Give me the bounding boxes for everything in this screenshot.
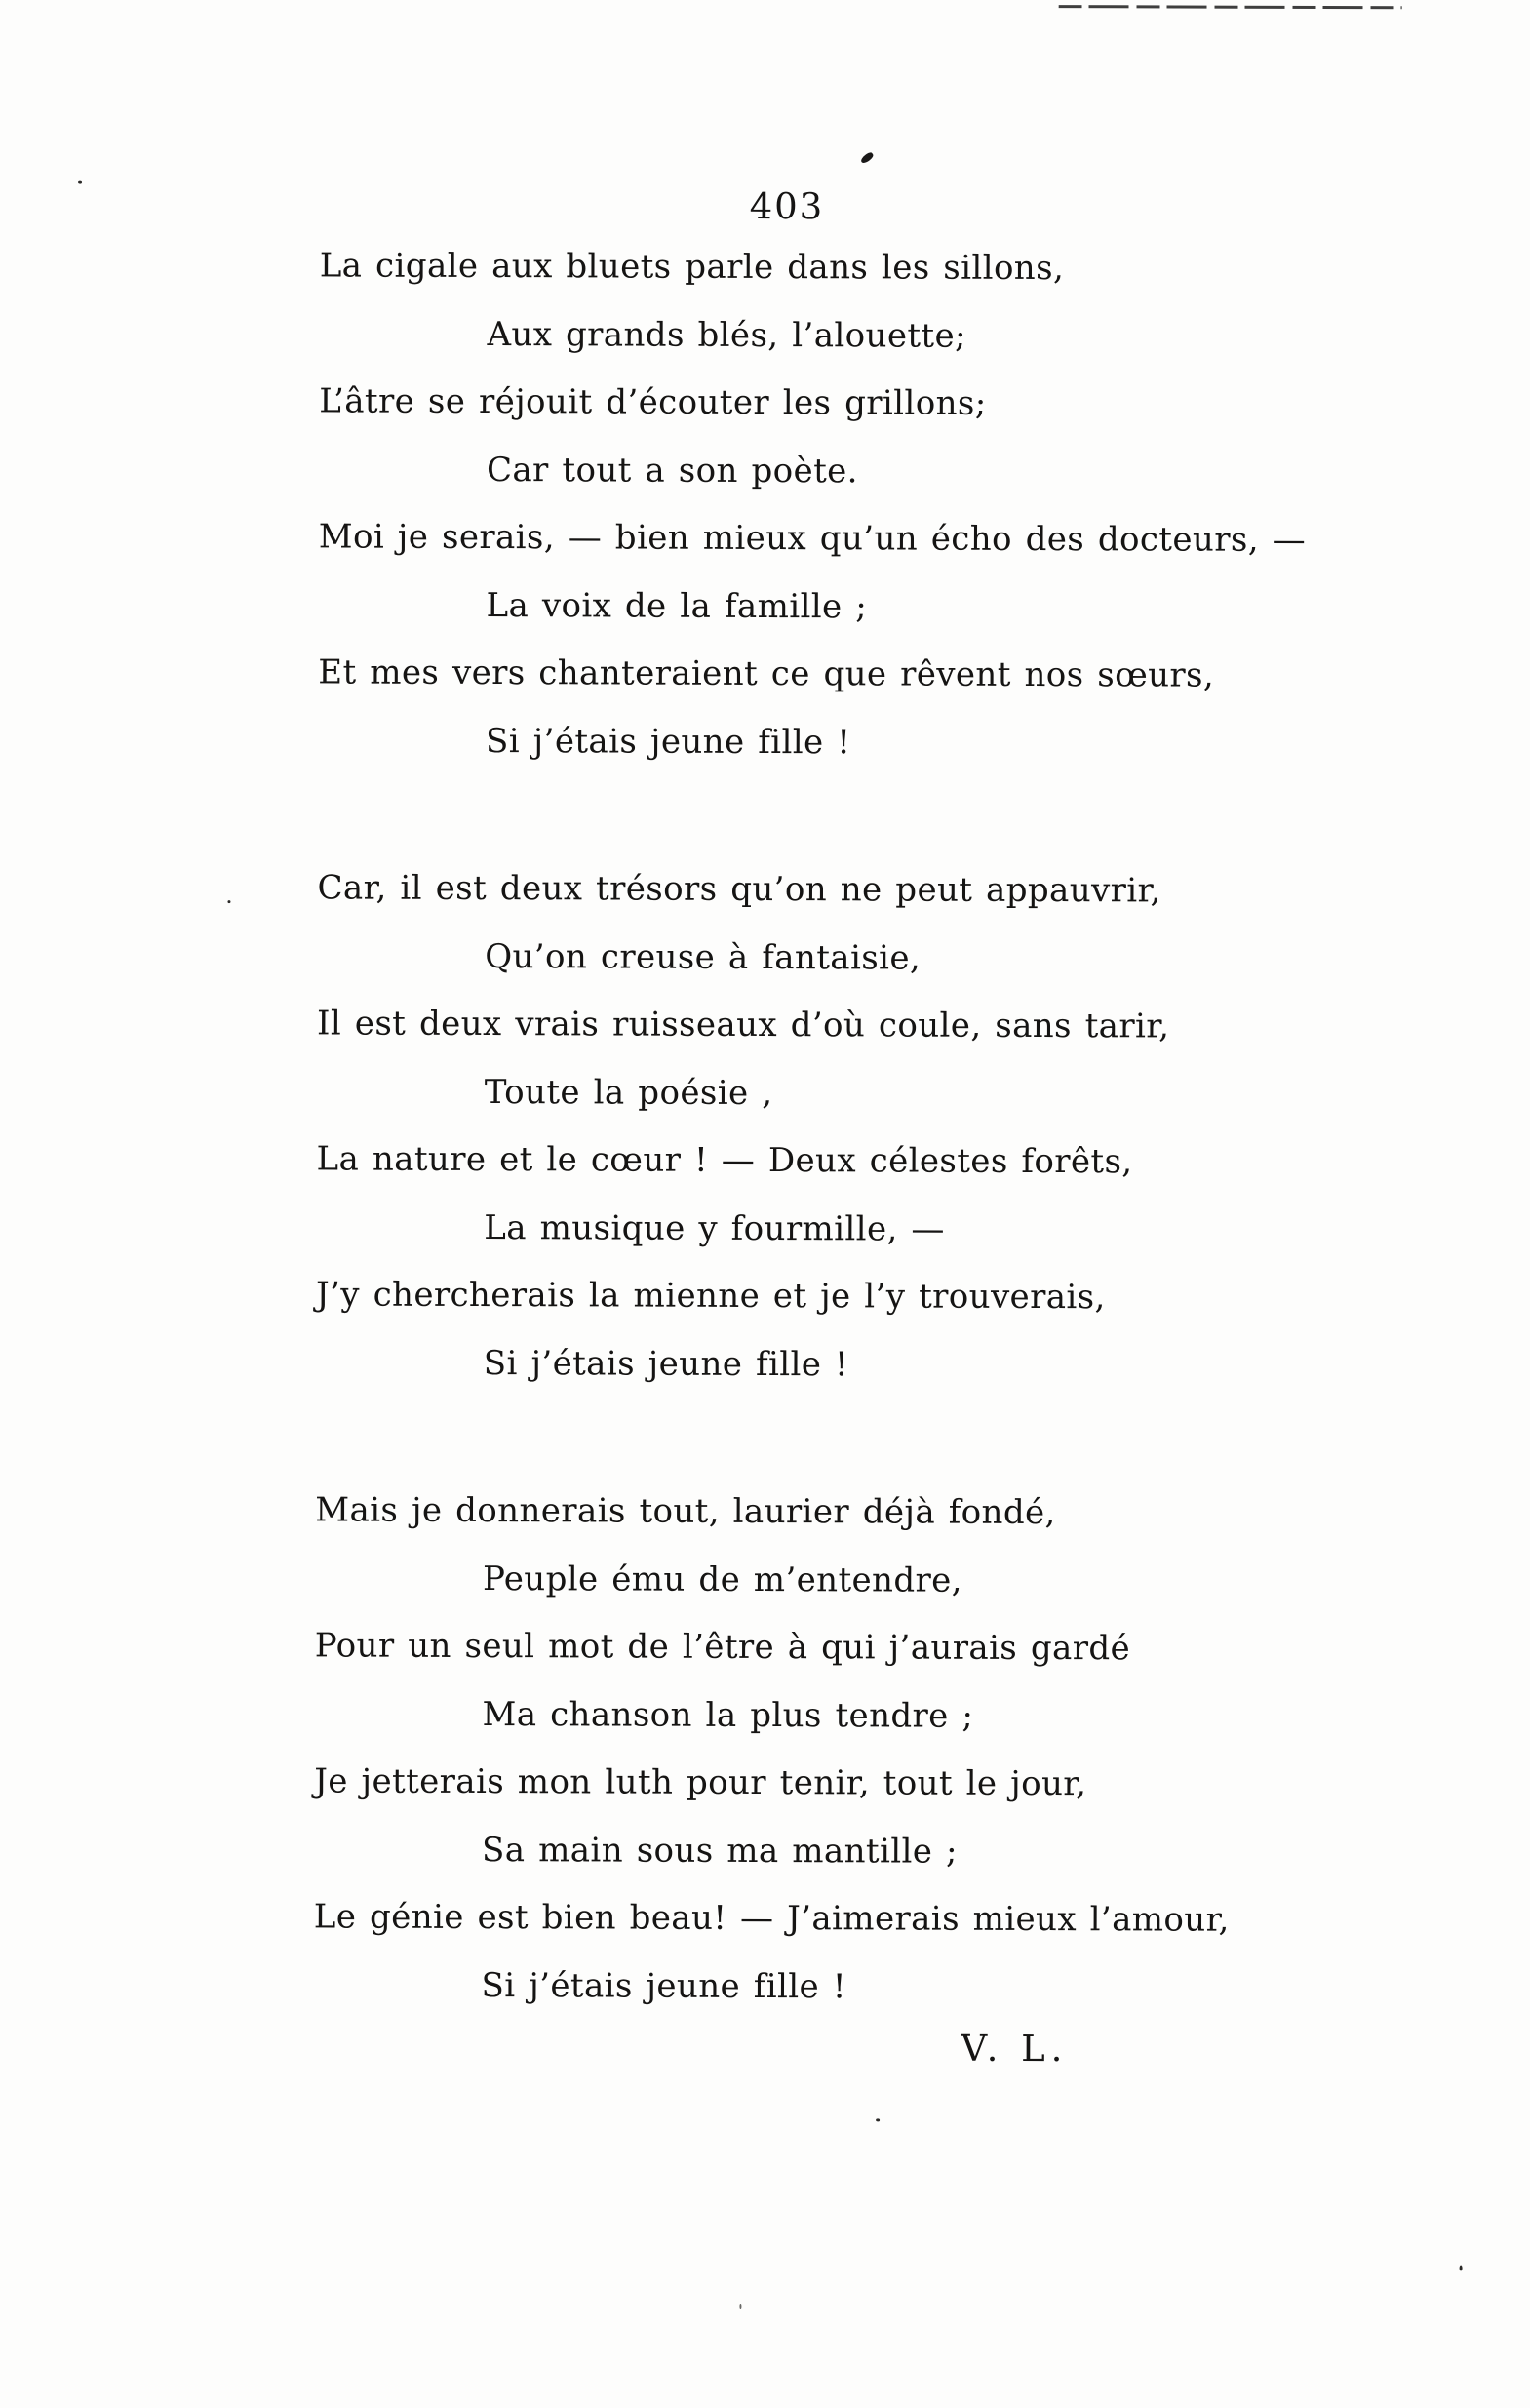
stanza xyxy=(0,231,1530,778)
poem-line: J’y chercherais la mienne et je l’y trouverais, xyxy=(315,1275,1106,1318)
poem-line: Peuple ému de m’entendre, xyxy=(482,1559,963,1600)
poem-line: Moi je serais, — bien mieux qu’un écho des docteurs, — xyxy=(318,517,1307,560)
poem-line: Il est deux vrais ruisseaux d’où coule, sans tarir, xyxy=(316,1004,1170,1046)
scan-artifact-speck xyxy=(876,2118,880,2121)
poem-line: Le génie est bien beau! — J’aimerais mieux l’amour, xyxy=(313,1897,1230,1940)
poem-line: La musique y fourmille, — xyxy=(484,1207,945,1249)
poem-line: Ma chanson la plus tendre ; xyxy=(482,1694,974,1736)
scan-artifact-speck xyxy=(78,181,82,184)
poem-line: Si j’étais jeune fille ! xyxy=(483,1343,849,1384)
author-initials: V. L. xyxy=(961,2027,1069,2071)
scan-artifact-speck xyxy=(739,2304,741,2309)
poem-line: Pour un seul mot de l’être à qui j’aurais gardé xyxy=(314,1626,1131,1669)
poem xyxy=(0,231,1530,2023)
scan-artifact-speck xyxy=(227,900,230,903)
scan-artifact-dashed-rule xyxy=(1059,5,1402,9)
poem-line: Toute la poésie , xyxy=(484,1072,773,1113)
poem-line: Je jetterais mon luth pour tenir, tout le jour, xyxy=(314,1761,1087,1804)
scan-artifact-ink-mark xyxy=(859,151,874,165)
poem-line: Sa main sous ma mantille ; xyxy=(482,1830,958,1872)
scan-artifact-speck xyxy=(1460,2266,1463,2271)
poem-line: Aux grands blés, l’alouette; xyxy=(487,314,966,356)
stanza xyxy=(0,853,1528,1401)
page-number: 403 xyxy=(749,184,825,228)
poem-line: La nature et le cœur ! — Deux célestes forêts, xyxy=(316,1139,1133,1182)
poem-line: Si j’étais jeune fille ! xyxy=(481,1965,846,2006)
poem-line: Si j’étais jeune fille ! xyxy=(485,721,851,762)
poem-line: La voix de la famille ; xyxy=(486,585,868,626)
poem-line: Car, il est deux trésors qu’on ne peut appauvrir, xyxy=(317,868,1161,911)
poem-line: La cigale aux bluets parle dans les sillons, xyxy=(319,246,1065,289)
poem-line: Et mes vers chanteraient ce que rêvent nos sœurs, xyxy=(318,652,1215,695)
poem-line: L’âtre se réjouit d’écouter les grillons; xyxy=(319,381,987,423)
stanza xyxy=(0,1476,1525,2023)
poem-line: Mais je donnerais tout, laurier déjà fondé, xyxy=(315,1490,1056,1533)
poem-line: Car tout a son poète. xyxy=(486,450,858,491)
poem-line: Qu’on creuse à fantaisie, xyxy=(485,936,922,978)
